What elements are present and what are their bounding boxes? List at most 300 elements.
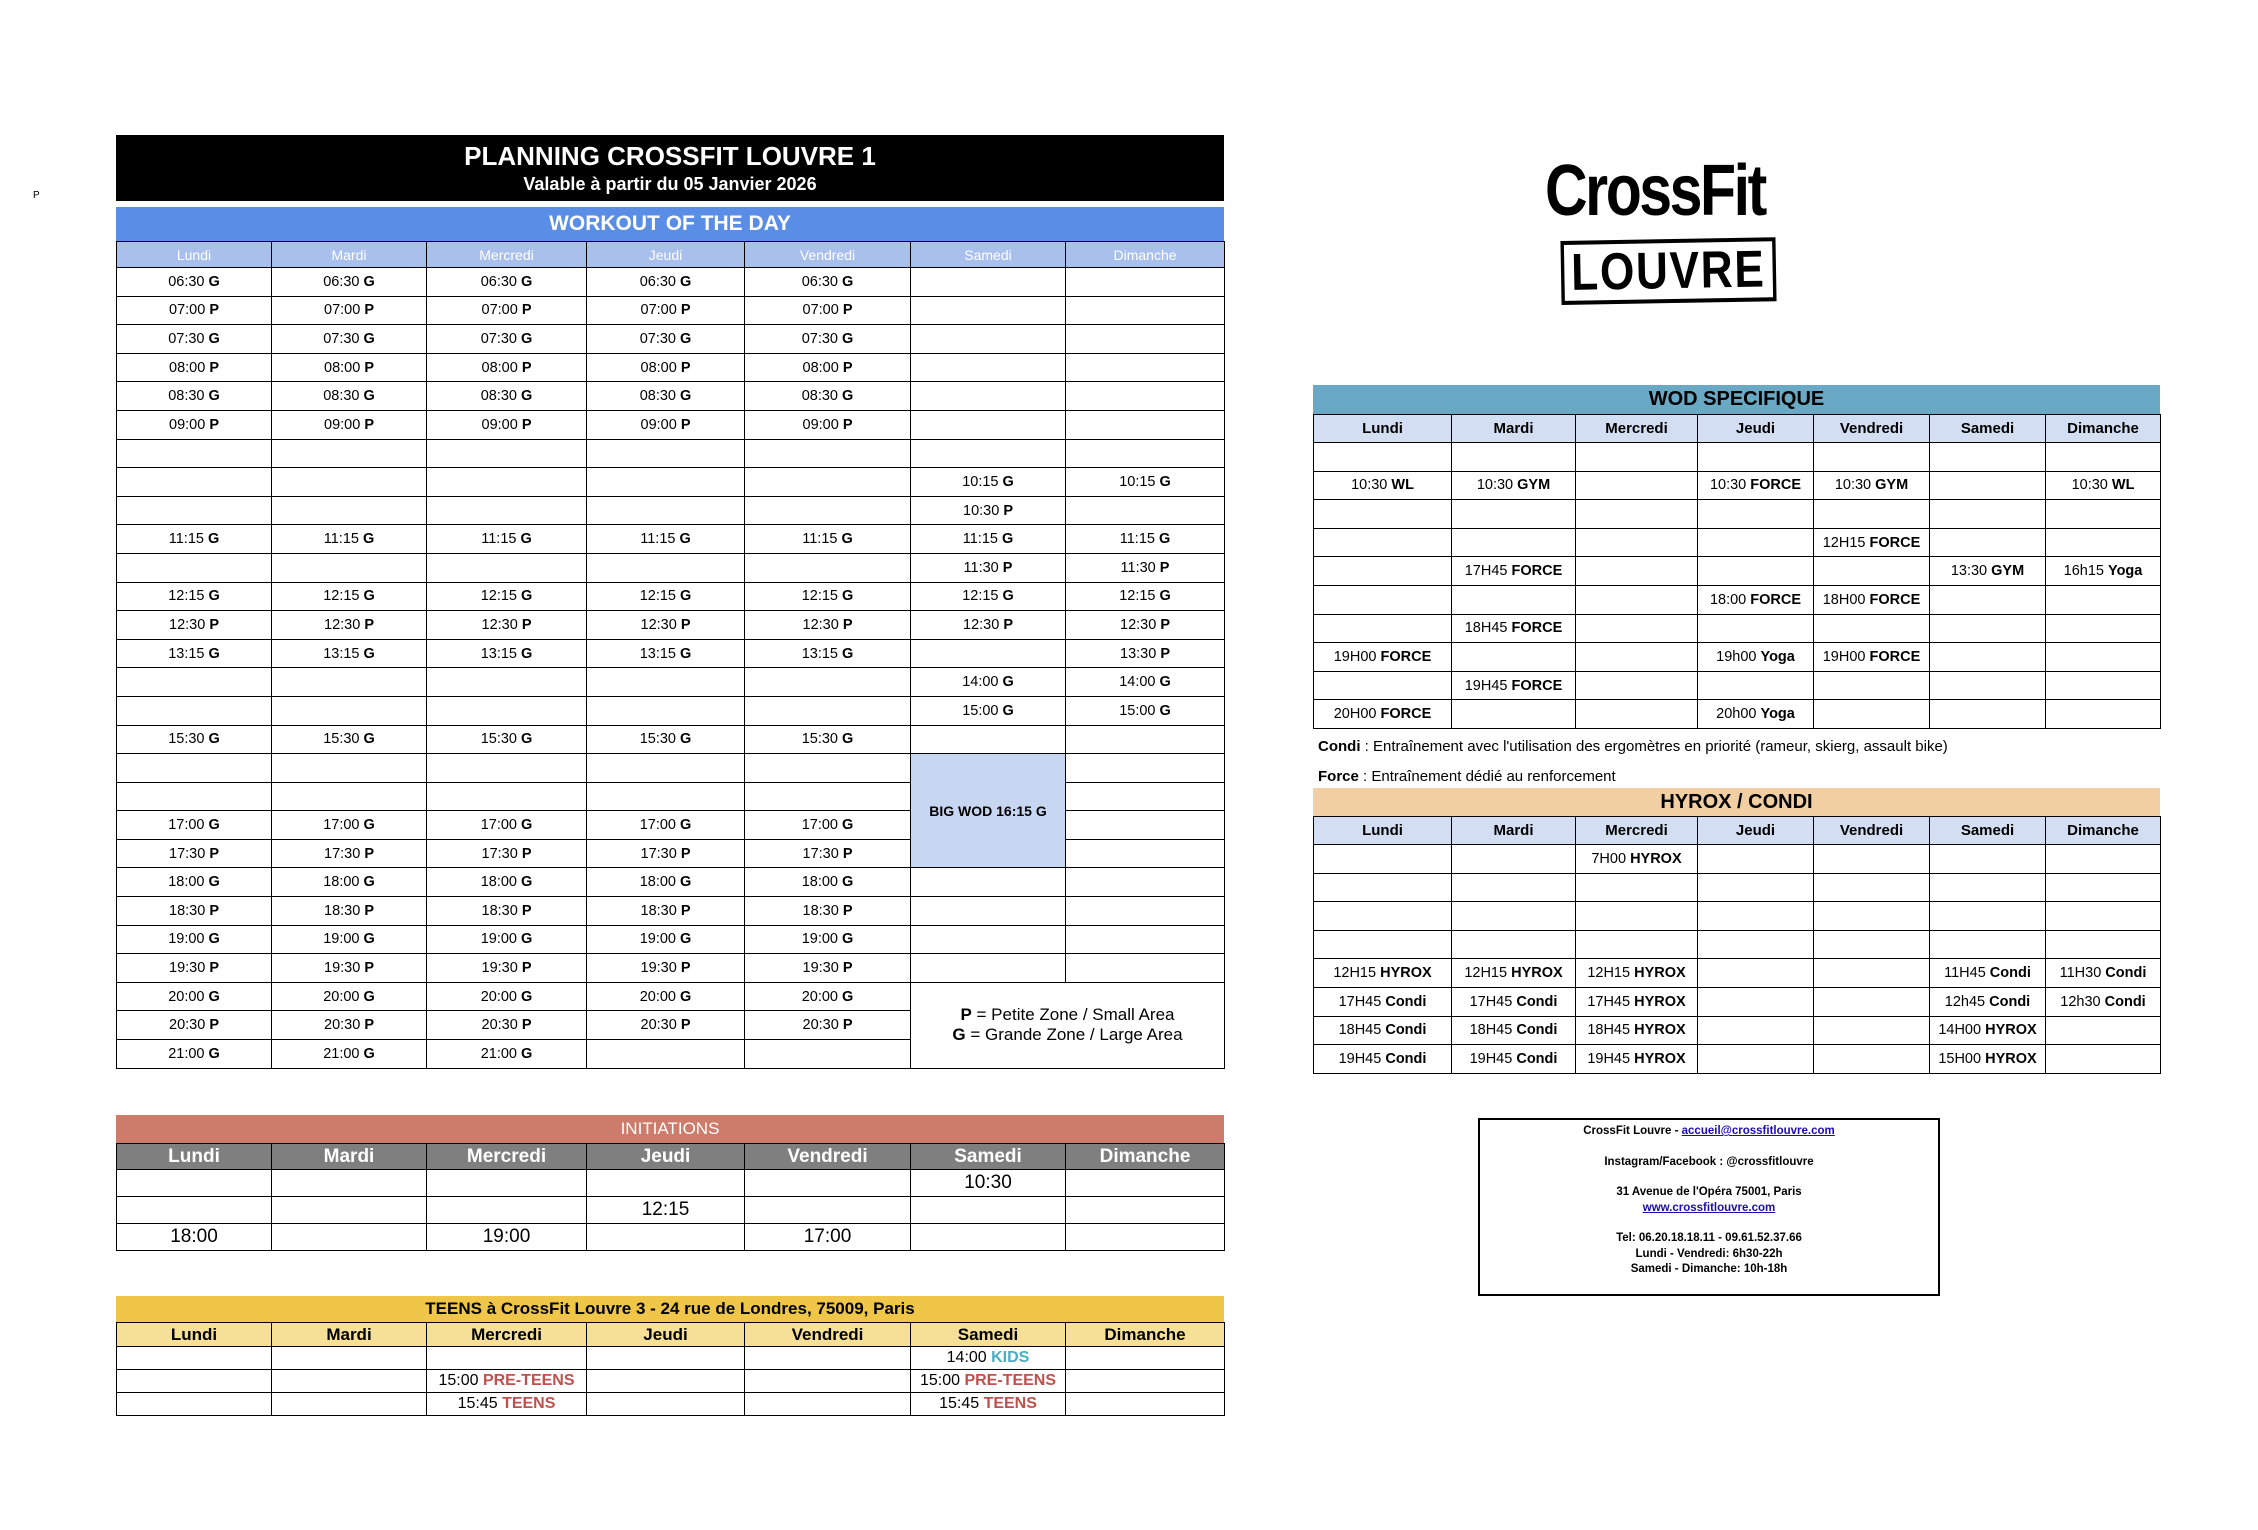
schedule-cell <box>1698 585 1814 614</box>
wod-cell <box>272 839 427 868</box>
teens-cell <box>587 1370 745 1393</box>
session-time: 12H15 <box>1587 965 1635 982</box>
wod-cell <box>587 410 745 439</box>
session-time: 11:15 <box>802 531 842 548</box>
wod-cell <box>587 496 745 525</box>
wod-cell <box>745 668 911 697</box>
initiation-cell <box>427 1197 587 1224</box>
session-time: 18:00 <box>480 874 522 891</box>
initiations-table <box>116 1143 1225 1251</box>
session-time: 20:30 <box>481 1017 522 1034</box>
session-time: 09:00 <box>640 416 681 433</box>
schedule-cell <box>1814 700 1930 729</box>
session-type: P <box>521 902 532 919</box>
wod-cell <box>745 439 911 468</box>
table-row <box>1314 873 2161 902</box>
day-header-vendredi: Vendredi <box>745 1144 911 1170</box>
table-row <box>1314 1016 2161 1045</box>
initiation-cell <box>745 1197 911 1224</box>
session-type: P <box>521 416 532 433</box>
session-type: G <box>842 388 854 405</box>
session-time: 10:30 <box>1834 477 1876 494</box>
schedule-cell <box>1930 902 2046 931</box>
schedule-cell <box>1930 528 2046 557</box>
session-type: P <box>364 960 374 977</box>
wod-cell <box>911 296 1066 325</box>
contact-tel: Tel: 06.20.18.18.11 - 09.61.52.37.66 <box>1616 1232 1802 1244</box>
session-category: TEENS <box>502 1395 556 1412</box>
session-time: 15:30 <box>168 731 209 748</box>
wod-cell <box>745 611 911 640</box>
session-time: 17:30 <box>802 845 843 862</box>
session-type: G <box>363 731 375 748</box>
legend-p-text: = Petite Zone / Small Area <box>971 1005 1175 1025</box>
session-time: 12:30 <box>169 616 210 633</box>
schedule-cell <box>1576 845 1698 874</box>
session-type: G <box>521 388 533 405</box>
wod-cell <box>587 754 745 783</box>
schedule-cell <box>1452 1045 1576 1074</box>
session-time: 15:30 <box>480 731 522 748</box>
schedule-cell <box>2046 471 2161 500</box>
session-time: 12:15 <box>323 588 364 605</box>
session-type: Condi <box>1385 1050 1427 1067</box>
teens-cell <box>272 1347 427 1370</box>
session-time: 21:00 <box>323 1045 364 1062</box>
table-row <box>1314 471 2161 500</box>
wod-cell <box>911 639 1066 668</box>
session-type: G <box>208 988 220 1005</box>
session-time: 10:15 <box>962 473 1003 490</box>
schedule-cell <box>1814 443 1930 472</box>
schedule-cell <box>2046 1045 2161 1074</box>
schedule-cell <box>1576 930 1698 959</box>
table-row <box>1314 500 2161 529</box>
wod-cell <box>911 954 1066 983</box>
website-link[interactable]: www.crossfitlouvre.com <box>1642 1201 1776 1214</box>
schedule-cell <box>1452 700 1576 729</box>
session-time: 18H45 <box>1469 1022 1517 1039</box>
teens-cell <box>745 1393 911 1416</box>
wod-cell <box>272 696 427 725</box>
initiation-cell: 18:00 <box>117 1224 272 1251</box>
wod-cell <box>1066 725 1225 754</box>
session-type: P <box>680 960 691 977</box>
wod-cell <box>117 725 272 754</box>
session-time: 18H45 <box>1338 1022 1386 1039</box>
session-time: 13:15 <box>480 645 522 662</box>
session-time: 19:30 <box>324 960 365 977</box>
table-row <box>117 611 1225 640</box>
teens-cell <box>911 1393 1066 1416</box>
session-type: G <box>521 588 533 605</box>
wod-cell <box>117 410 272 439</box>
wod-cell <box>117 639 272 668</box>
day-header-mercredi: Mercredi <box>427 1144 587 1170</box>
wod-cell <box>117 782 272 811</box>
schedule-cell <box>1314 1016 1452 1045</box>
schedule-cell <box>1576 902 1698 931</box>
schedule-cell <box>1698 471 1814 500</box>
day-header-vendredi: Vendredi <box>1814 817 1930 845</box>
session-time: 11:15 <box>168 531 208 548</box>
session-time: 12:30 <box>481 616 522 633</box>
session-time: 11:15 <box>1119 531 1159 548</box>
session-time: 12:30 <box>1120 616 1161 633</box>
session-type: P <box>842 359 853 376</box>
wod-cell <box>745 525 911 554</box>
session-time: 16h15 <box>2063 563 2108 580</box>
session-time: 19:00 <box>480 931 522 948</box>
day-header-mercredi: Mercredi <box>1576 415 1698 443</box>
session-type: G <box>1002 702 1014 719</box>
schedule-cell <box>2046 987 2161 1016</box>
wod-cell <box>587 868 745 897</box>
session-type: P <box>842 1017 853 1034</box>
session-type: GYM <box>1991 563 2025 580</box>
wod-cell <box>587 782 745 811</box>
table-row <box>117 382 1225 411</box>
session-time: 12h30 <box>2060 993 2105 1010</box>
wod-cell <box>1066 868 1225 897</box>
session-time: 20:30 <box>802 1017 843 1034</box>
wod-cell <box>272 439 427 468</box>
day-header-jeudi: Jeudi <box>587 1144 745 1170</box>
wod-cell <box>117 1011 272 1040</box>
session-time: 17:00 <box>480 817 522 834</box>
schedule-cell <box>2046 500 2161 529</box>
session-type: Condi <box>1989 965 2031 982</box>
wod-cell <box>117 696 272 725</box>
schedule-cell <box>1314 873 1452 902</box>
session-type: WL <box>1391 477 1414 494</box>
contact-box <box>1478 1118 1940 1296</box>
day-header-jeudi: Jeudi <box>587 1323 745 1347</box>
session-type: P <box>364 845 374 862</box>
session-type: G <box>521 1045 533 1062</box>
teens-cell <box>587 1393 745 1416</box>
wod-cell <box>587 1011 745 1040</box>
wod-title: WORKOUT OF THE DAY <box>116 207 1224 241</box>
page-subtitle: Valable à partir du 05 Janvier 2026 <box>523 174 817 194</box>
wod-cell <box>117 982 272 1011</box>
wod-cell <box>272 1040 427 1069</box>
schedule-cell <box>1814 585 1930 614</box>
schedule-cell <box>1314 500 1452 529</box>
teens-cell <box>117 1393 272 1416</box>
session-type: G <box>363 931 375 948</box>
wod-cell <box>427 639 587 668</box>
schedule-cell <box>1314 471 1452 500</box>
wod-cell <box>427 925 587 954</box>
wod-cell <box>1066 553 1225 582</box>
schedule-cell <box>2046 959 2161 988</box>
wod-cell <box>272 611 427 640</box>
schedule-cell <box>1452 959 1576 988</box>
session-type: WL <box>2111 477 2135 494</box>
session-time: 06:30 <box>168 273 209 290</box>
schedule-cell <box>2046 930 2161 959</box>
schedule-cell <box>2046 528 2161 557</box>
wod-cell <box>745 639 911 668</box>
session-time: 15:00 <box>962 702 1003 719</box>
day-header-samedi: Samedi <box>911 1323 1066 1347</box>
session-category: PRE-TEENS <box>964 1372 1057 1389</box>
wod-cell <box>745 1040 911 1069</box>
session-time: 19:30 <box>169 960 210 977</box>
session-time: 17:00 <box>639 817 681 834</box>
table-row <box>117 897 1225 926</box>
session-time: 17H45 <box>1464 563 1512 580</box>
wod-cell <box>911 325 1066 354</box>
session-time: 12:15 <box>962 588 1003 605</box>
session-type: G <box>521 931 533 948</box>
day-header-mardi: Mardi <box>1452 415 1576 443</box>
table-row <box>117 296 1225 325</box>
schedule-cell <box>1930 987 2046 1016</box>
table-row <box>1314 557 2161 586</box>
day-header-mardi: Mardi <box>272 1144 427 1170</box>
session-type: P <box>842 845 853 862</box>
wod-cell <box>1066 782 1225 811</box>
initiation-cell <box>1066 1224 1225 1251</box>
session-type: HYROX <box>1634 965 1686 982</box>
session-type: P <box>842 302 853 319</box>
table-row <box>117 639 1225 668</box>
schedule-cell <box>1314 671 1452 700</box>
session-type: G <box>842 817 854 834</box>
schedule-cell <box>2046 700 2161 729</box>
session-type: G <box>362 531 375 548</box>
session-type: G <box>679 531 691 548</box>
session-type: G <box>680 273 692 290</box>
initiation-cell <box>117 1170 272 1197</box>
legend-p-letter: P <box>960 1005 972 1025</box>
schedule-cell <box>2046 643 2161 672</box>
session-time: 13:15 <box>801 645 843 662</box>
wod-cell <box>427 553 587 582</box>
session-time: 20:00 <box>480 988 522 1005</box>
wod-cell <box>745 982 911 1011</box>
session-time: 11H30 <box>2059 965 2106 982</box>
wod-cell <box>745 296 911 325</box>
schedule-cell <box>1698 902 1814 931</box>
schedule-cell <box>1576 987 1698 1016</box>
session-time: 18:30 <box>481 902 522 919</box>
session-type: FORCE <box>1750 591 1802 608</box>
schedule-cell <box>1930 643 2046 672</box>
session-type: P <box>209 902 219 919</box>
wod-cell <box>745 811 911 840</box>
wod-cell <box>745 954 911 983</box>
session-type: G <box>842 273 854 290</box>
table-row <box>117 1370 1225 1393</box>
schedule-cell <box>1814 845 1930 874</box>
wod-cell <box>117 296 272 325</box>
schedule-cell <box>1814 671 1930 700</box>
schedule-cell <box>1452 443 1576 472</box>
wod-cell <box>911 725 1066 754</box>
initiation-cell <box>117 1197 272 1224</box>
schedule-cell <box>1576 700 1698 729</box>
table-row <box>1314 959 2161 988</box>
schedule-cell <box>1576 528 1698 557</box>
schedule-cell <box>1930 959 2046 988</box>
schedule-cell <box>1930 930 2046 959</box>
session-time: 07:30 <box>323 330 364 347</box>
session-type: P <box>209 960 219 977</box>
wod-cell <box>427 782 587 811</box>
session-time: 12:30 <box>324 616 365 633</box>
session-time: 19:00 <box>639 931 681 948</box>
logo-louvre-text: LOUVRE <box>1560 237 1776 305</box>
schedule-cell <box>1698 845 1814 874</box>
session-time: 18:00 <box>1709 591 1751 608</box>
schedule-cell <box>1698 643 1814 672</box>
session-type: G <box>208 645 220 662</box>
table-row <box>117 525 1225 554</box>
wod-cell <box>117 553 272 582</box>
session-time: 12H15 <box>1464 965 1512 982</box>
schedule-cell <box>1814 528 1930 557</box>
table-row <box>1314 1045 2161 1074</box>
schedule-cell <box>1698 557 1814 586</box>
wod-cell <box>587 897 745 926</box>
day-header-jeudi: Jeudi <box>1698 415 1814 443</box>
wod-cell <box>587 525 745 554</box>
session-type: P <box>364 359 374 376</box>
schedule-cell <box>1576 585 1698 614</box>
session-type: G <box>680 645 692 662</box>
session-time: 08:30 <box>639 388 681 405</box>
session-type: Condi <box>1385 1022 1427 1039</box>
schedule-cell <box>1814 930 1930 959</box>
wod-cell <box>117 382 272 411</box>
wod-cell <box>587 811 745 840</box>
wod-cell <box>911 925 1066 954</box>
schedule-cell <box>1576 643 1698 672</box>
day-header-lundi: Lundi <box>117 1144 272 1170</box>
session-time: 17H45 <box>1587 993 1635 1010</box>
wod-cell <box>272 982 427 1011</box>
page-title: PLANNING CROSSFIT LOUVRE 1 <box>464 141 876 171</box>
schedule-cell <box>1314 902 1452 931</box>
page-header <box>116 135 1224 201</box>
session-time: 06:30 <box>323 273 364 290</box>
session-time: 18:00 <box>168 874 209 891</box>
teens-cell <box>427 1393 587 1416</box>
session-type: GYM <box>1517 477 1551 494</box>
teens-cell <box>427 1370 587 1393</box>
session-type: FORCE <box>1380 706 1432 723</box>
wod-cell <box>1066 382 1225 411</box>
session-type: G <box>363 273 375 290</box>
wod-cell <box>427 725 587 754</box>
wod-cell <box>911 496 1066 525</box>
session-time: 11:30 <box>963 559 1003 576</box>
email-link[interactable]: accueil@crossfitlouvre.com <box>1681 1125 1835 1137</box>
initiations-title: INITIATIONS <box>116 1115 1224 1143</box>
wod-cell <box>272 353 427 382</box>
session-time: 17:30 <box>169 845 210 862</box>
wod-cell <box>1066 468 1225 497</box>
session-time: 15:45 <box>939 1395 984 1412</box>
session-time: 17:00 <box>168 817 209 834</box>
wod-cell <box>587 1040 745 1069</box>
session-type: HYROX <box>1634 1022 1686 1039</box>
wod-cell <box>587 268 745 297</box>
initiation-cell <box>911 1224 1066 1251</box>
session-type: G <box>208 874 220 891</box>
session-type: G <box>1159 588 1171 605</box>
table-row <box>117 982 1225 1011</box>
session-type: P <box>680 845 691 862</box>
schedule-cell <box>1814 471 1930 500</box>
session-time: 20H00 <box>1333 706 1381 723</box>
session-type: G <box>842 988 854 1005</box>
session-type: G <box>207 531 220 548</box>
initiation-cell <box>587 1170 745 1197</box>
session-time: 10:15 <box>1119 473 1160 490</box>
session-time: 15:00 <box>1119 702 1160 719</box>
table-row <box>117 468 1225 497</box>
schedule-cell <box>1814 1045 1930 1074</box>
session-type: G <box>842 645 854 662</box>
wod-cell <box>427 811 587 840</box>
initiation-cell: 19:00 <box>427 1224 587 1251</box>
day-header-dimanche: Dimanche <box>2046 817 2161 845</box>
wod-cell <box>1066 897 1225 926</box>
session-type: P <box>680 302 691 319</box>
session-time: 17:00 <box>801 817 843 834</box>
wod-cell <box>427 496 587 525</box>
session-type: FORCE <box>1869 591 1921 608</box>
session-time: 07:00 <box>169 302 210 319</box>
schedule-cell <box>1814 643 1930 672</box>
wod-cell <box>745 268 911 297</box>
session-type: FORCE <box>1869 534 1921 551</box>
wod-cell <box>1066 296 1225 325</box>
wod-cell <box>427 868 587 897</box>
session-type: P <box>680 1017 691 1034</box>
day-header-row <box>117 1323 1225 1347</box>
wod-cell <box>117 897 272 926</box>
wod-cell <box>427 982 587 1011</box>
session-type: P <box>209 616 219 633</box>
session-time: 06:30 <box>480 273 522 290</box>
wod-cell <box>427 954 587 983</box>
wod-cell <box>911 268 1066 297</box>
schedule-cell <box>1930 873 2046 902</box>
session-time: 21:00 <box>480 1045 522 1062</box>
session-type: G <box>842 731 854 748</box>
session-category: KIDS <box>991 1349 1030 1366</box>
session-time: 08:00 <box>640 359 681 376</box>
schedule-cell <box>2046 902 2161 931</box>
table-row <box>117 1347 1225 1370</box>
day-header-mercredi: Mercredi <box>427 242 587 268</box>
schedule-cell <box>1930 500 2046 529</box>
session-type: Condi <box>2105 965 2147 982</box>
session-time: 11H45 <box>1944 965 1990 982</box>
session-type: P <box>1160 616 1170 633</box>
session-type: G <box>842 588 854 605</box>
session-time: 08:30 <box>168 388 209 405</box>
session-time: 07:30 <box>480 330 522 347</box>
table-row <box>117 1197 1225 1224</box>
wod-cell <box>117 582 272 611</box>
schedule-cell <box>1698 443 1814 472</box>
